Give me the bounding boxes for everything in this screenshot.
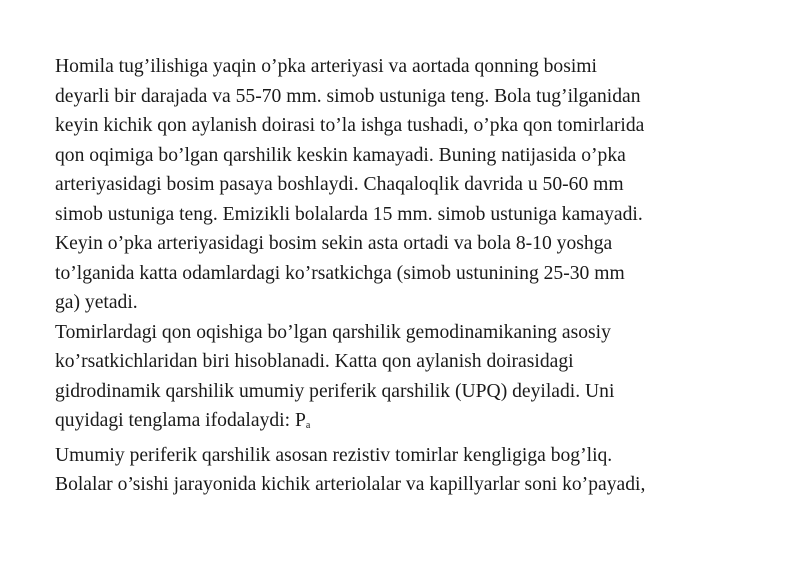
text-line-12: gidrodinamik qarshilik umumiy periferik qarshilik (UPQ) deyiladi. Uni (55, 380, 615, 402)
text-line-9: ga) yetadi. (55, 292, 138, 313)
text-line-6: simob ustuniga teng. Emizikli bolalarda 15 mm. simob ustuniga kamayadi. (55, 203, 643, 225)
text-line-4: qon oqimiga bo’lgan qarshilik keskin kamayadi. Buning natijasida o’pka (55, 144, 626, 166)
text-line-10: Tomirlardagi qon oqishiga bo’lgan qarshilik gemodinamikaning asosiy (55, 321, 611, 343)
text-line-2: deyarli bir darajada va 55-70 mm. simob ustuniga teng. Bola tug’ilganidan (55, 85, 641, 107)
text-line-1: Homila tug’ilishiga yaqin o’pka arteriyasi va aortada qonning bosimi (55, 56, 597, 77)
formula-prefix: quyidagi tenglama ifodalaydi: (55, 410, 295, 431)
formula-subscript: a (305, 420, 311, 431)
text-line-5: arteriyasidagi bosim pasaya boshlaydi. Chaqaloqlik davrida u 50-60 mm (55, 174, 624, 195)
text-line-14: Umumiy periferik qarshilik asosan rezistiv tomirlar kengligiga bog’liq. (55, 444, 613, 466)
text-line-15: Bolalar o’sishi jarayonida kichik arteriolalar va kapillyarlar soni ko’payadi, (55, 474, 646, 495)
formula-line (55, 406, 755, 441)
text-line-8: to’lganida katta odamlardagi ko’rsatkichga (simob ustunining 25-30 mm (55, 262, 625, 284)
text-line-7: Keyin o’pka arteriyasidagi bosim sekin asta ortadi va bola 8-10 yoshga (55, 233, 613, 254)
formula-symbol: P (294, 410, 306, 431)
document-body (55, 52, 755, 500)
text-line-11: ko’rsatkichlaridan biri hisoblanadi. Katta qon aylanish doirasidagi (55, 351, 574, 372)
text-line-3: keyin kichik qon aylanish doirasi to’la ishga tushadi, o’pka qon tomirlarida (55, 115, 645, 136)
